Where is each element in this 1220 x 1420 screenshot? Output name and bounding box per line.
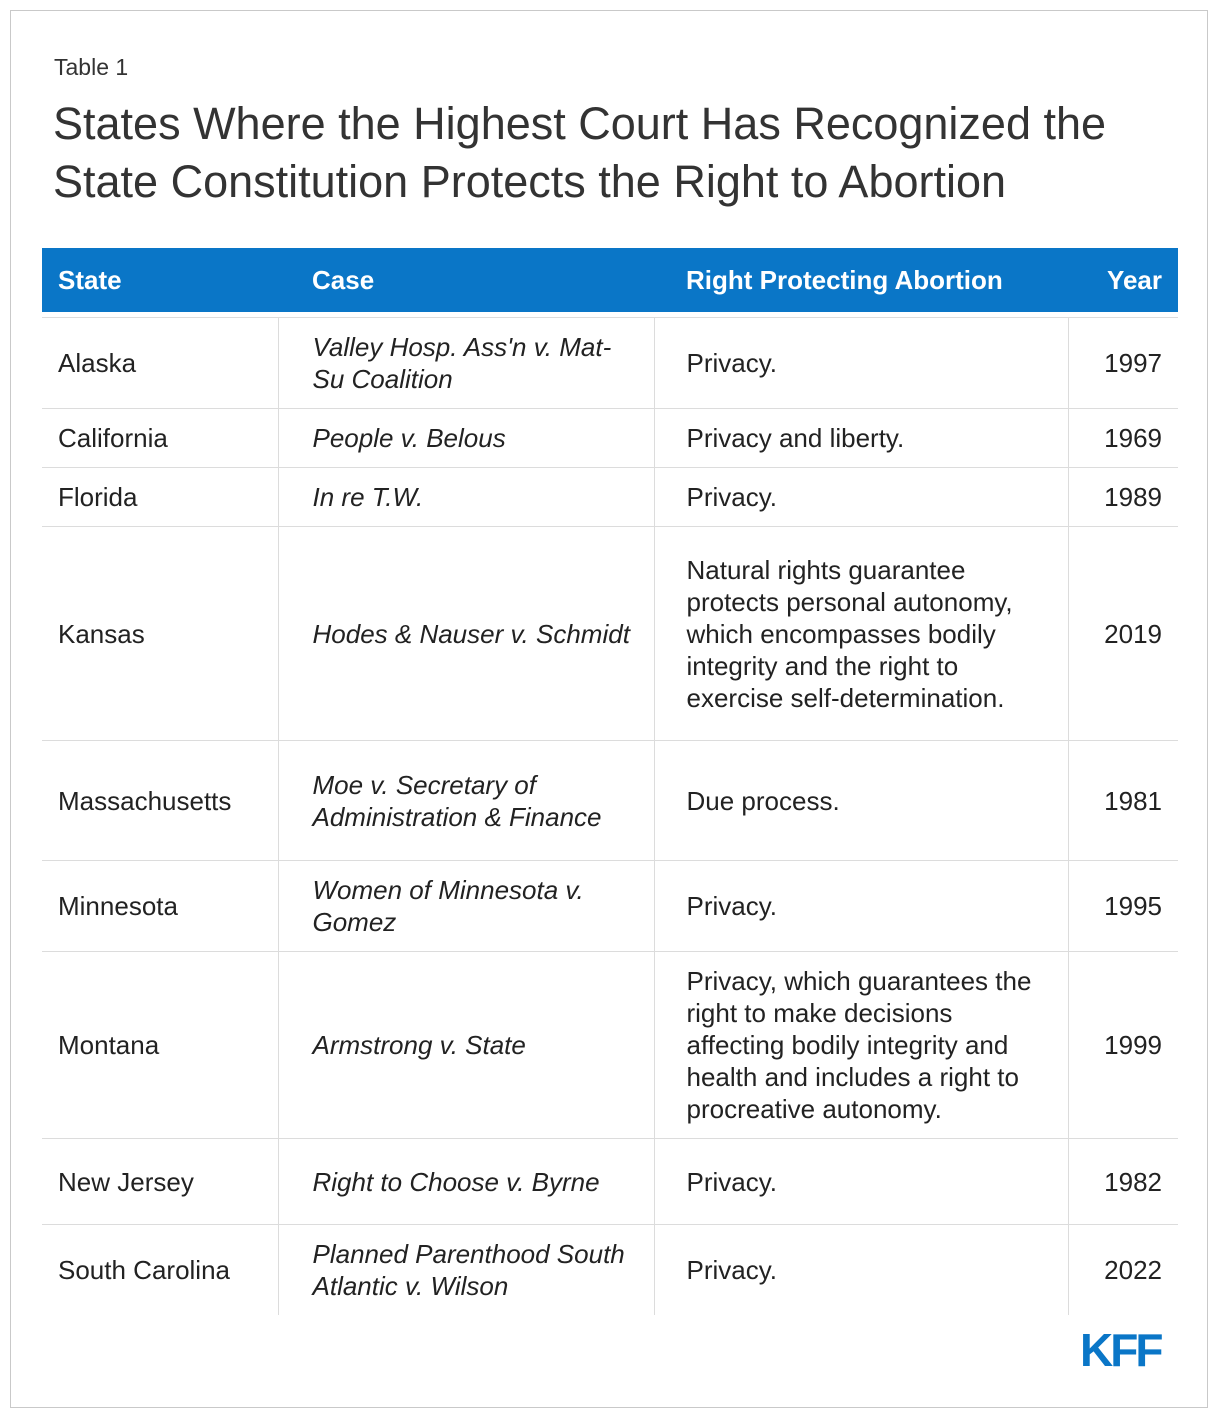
table-number-label: Table 1 (54, 54, 129, 80)
cell-case: Hodes & Nauser v. Schmidt (278, 527, 654, 741)
cell-year: 1995 (1068, 861, 1178, 952)
page-title: States Where the Highest Court Has Recognized the State Constitution Protects the Right to Abortion (53, 98, 1107, 207)
column-header-case: Case (312, 265, 375, 295)
table-row (42, 468, 1178, 527)
cell-year: 1982 (1068, 1139, 1178, 1225)
cell-year: 1981 (1068, 741, 1178, 861)
table-row (42, 741, 1178, 861)
cell-state: New Jersey (58, 1166, 194, 1197)
table-row (42, 1139, 1178, 1225)
cell-right: Privacy. (654, 318, 1068, 409)
cell-right: Natural rights guarantee protects personal autonomy, which encompasses bodily integrity and the right to exercise self-determination. (654, 527, 1068, 741)
cell-right: Privacy. (654, 468, 1068, 527)
column-header-state: State (58, 265, 122, 295)
cell-year: 2022 (1068, 1225, 1178, 1316)
cell-state: Minnesota (58, 891, 178, 921)
cell-right: Privacy. (654, 1225, 1068, 1316)
cell-case: Moe v. Secretary of Administration & Finance (278, 741, 654, 861)
cell-case: Women of Minnesota v. Gomez (278, 861, 654, 952)
cell-year: 2019 (1068, 527, 1178, 741)
cell-case: People v. Belous (278, 409, 654, 468)
cell-year: 1969 (1068, 409, 1178, 468)
cell-case: In re T.W. (278, 468, 654, 527)
cell-state: Kansas (58, 618, 145, 649)
column-header-year: Year (1107, 265, 1162, 295)
cell-year: 1989 (1068, 468, 1178, 527)
cell-state: Florida (58, 482, 138, 512)
cell-right: Privacy and liberty. (654, 409, 1068, 468)
cell-state: Montana (58, 1030, 160, 1060)
cell-right: Privacy. (654, 1139, 1068, 1225)
cell-case: Planned Parenthood South Atlantic v. Wilson (278, 1225, 654, 1316)
cell-case: Armstrong v. State (278, 952, 654, 1139)
cell-state: South Carolina (58, 1255, 230, 1285)
table-row (42, 527, 1178, 741)
column-header-right: Right Protecting Abortion (686, 265, 1003, 295)
table-row (42, 318, 1178, 409)
cell-right: Privacy, which guarantees the right to make decisions affecting bodily integrity and health and includes a right to procreative autonomy. (654, 952, 1068, 1139)
table-row (42, 409, 1178, 468)
table-header-row (42, 248, 1178, 312)
cell-case: Valley Hosp. Ass'n v. Mat-Su Coalition (278, 318, 654, 409)
table-row (42, 1225, 1178, 1316)
cell-state: Alaska (58, 348, 137, 378)
kff-logo: KFF (1080, 1324, 1161, 1376)
cell-right: Due process. (654, 741, 1068, 861)
cell-state: Massachusetts (58, 785, 232, 816)
cases-table (42, 248, 1178, 1315)
cell-case: Right to Choose v. Byrne (278, 1139, 654, 1225)
cell-year: 1997 (1068, 318, 1178, 409)
cell-state: California (58, 423, 168, 453)
cell-year: 1999 (1068, 952, 1178, 1139)
table-row (42, 952, 1178, 1139)
cell-right: Privacy. (654, 861, 1068, 952)
table-row (42, 861, 1178, 952)
